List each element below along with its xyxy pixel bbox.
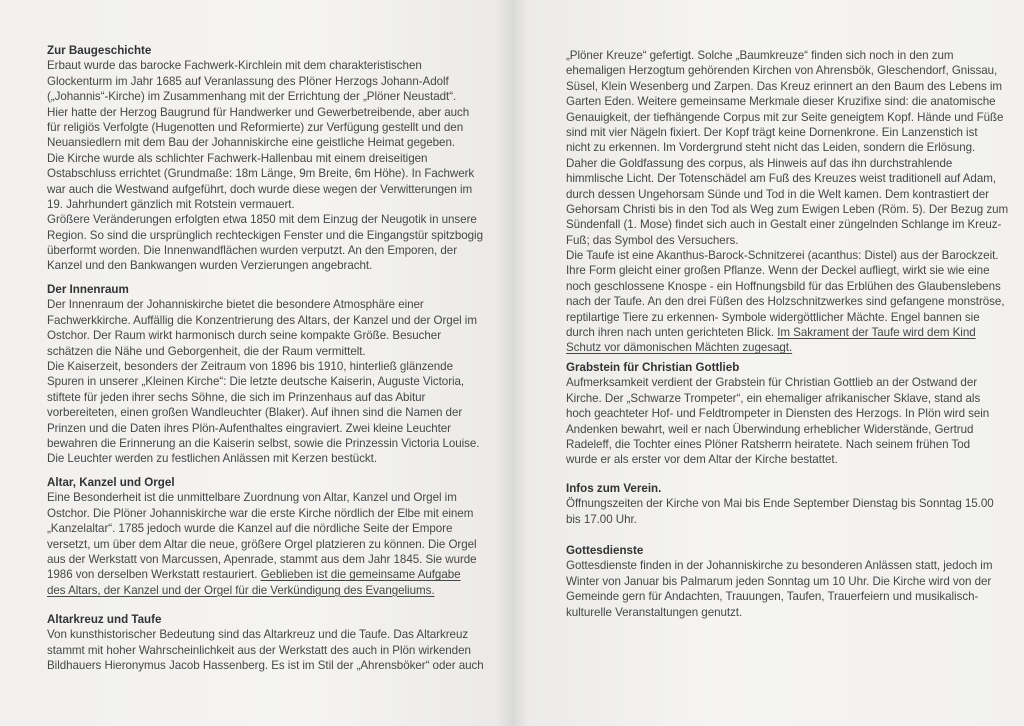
section-heading: Gottesdienste: [566, 544, 644, 557]
text-line: Erbaut wurde das barocke Fachwerk-Kirchlein mit dem charakteristischen: [47, 59, 422, 73]
text-line: Sündenfall (1. Mose) findet sich auch in Gestalt einer züngelnden Schlange im Kreuz-: [566, 218, 1002, 232]
text-line: für religiös Verfolgte (Hugenotten und Reformierte) zur Verfügung gestellt und den: [47, 120, 464, 134]
text-line: Ostchor. Der Raum wirkt harmonisch durch seine kompakte Größe. Besucher: [47, 329, 442, 343]
text-line: nach der Taufe. An den drei Füßen des Holzschnitzwerkes sind gefangene monströse,: [566, 295, 1005, 309]
section-heading: Zur Baugeschichte: [47, 44, 152, 57]
text-line: stiftete für jeden ihrer sechs Söhne, die sich im Prinzenhaus auf das Abitur: [47, 390, 426, 404]
section-grabstein: [566, 360, 989, 468]
section-infos-verein: [566, 481, 994, 527]
text-line: bis 17.00 Uhr.: [566, 512, 637, 526]
underlined-text: Geblieben ist die gemeinsame Aufgabe: [260, 568, 461, 582]
text-line: Prinzen und die Daten ihres Plön-Aufenthaltes eingraviert. Zwei kleine Leuchter: [47, 421, 451, 435]
text-line: schätzen die Nähe und Geborgenheit, die der Raum vermittelt.: [47, 344, 366, 358]
text-line: Glockenturm im Jahr 1685 auf Veranlassung des Plöner Herzogs Johann-Adolf: [47, 74, 449, 88]
text-line: nicht zu erkennen. Im Vordergrund steht nicht das Leiden, sondern die Erlösung.: [566, 141, 976, 155]
text-line: ehemaligen Herzogtum gehörenden Kirchen von Ahrensbök, Gleschendorf, Gnissau,: [566, 64, 998, 78]
text-line: aus der Werkstatt von Marcussen, Apenrade, stammt aus dem Jahr 1845. Sie wurde: [47, 552, 477, 566]
text-line: Radeleff, die Tochter eines Plöner Ratsherrn heiratete. Nach seinem frühen Tod: [566, 437, 971, 451]
text-line: Bildhauers Hieronymus Jacob Hassenberg. Es ist im Stil der „Ahrensböker“ oder auch: [47, 659, 484, 673]
text-line: Gemeinde gern für Andachten, Trauungen, Taufen, Trauerfeiern und musikalisch-: [566, 590, 979, 604]
text-line: „Kanzelaltar“. 1785 jedoch wurde die Kanzel auf die nördliche Seite der Empore: [47, 522, 453, 536]
text-line: Öffnungszeiten der Kirche von Mai bis Ende September Dienstag bis Sonntag 15.00: [566, 497, 994, 511]
underlined-text: Im Sakrament der Taufe wird dem Kind: [777, 326, 976, 340]
text-line: kulturelle Veranstaltungen genutzt.: [566, 605, 743, 619]
text-line: Spuren in unserer „Kleinen Kirche“: Die letzte deutsche Kaiserin, Auguste Victoria,: [47, 375, 465, 389]
text-line: Ostchor. Die Plöner Johanniskirche war die erste Kirche nördlich der Elbe mit einem: [47, 506, 474, 520]
text-line: versetzt, um über dem Altar die neue, größere Orgel platzieren zu können. Die Orgel: [47, 537, 477, 551]
text-line: Von kunsthistorischer Bedeutung sind das Altarkreuz und die Taufe. Das Altarkreuz: [47, 628, 469, 642]
text-line: stammt mit hoher Wahrscheinlichkeit aus der Werkstatt des auch in Plön wirkenden: [47, 643, 471, 657]
text-line: Der Innenraum der Johanniskirche bietet die besondere Atmosphäre einer: [47, 298, 424, 312]
text-segment: 1986 von derselben Werkstatt restauriert.: [47, 568, 261, 582]
section-altarkreuz-taufe: [47, 612, 484, 674]
section-heading: Grabstein für Christian Gottlieb: [566, 361, 740, 374]
section-heading: Altar, Kanzel und Orgel: [47, 476, 175, 489]
section-gottesdienste: [566, 543, 992, 620]
underlined-text: Schutz vor dämonischen Mächten zugesagt.: [566, 341, 793, 355]
section-heading: Der Innenraum: [47, 283, 129, 296]
text-line: Genauigkeit, der tiefhängende Corpus mit zur Seite geneigtem Kopf. Hände und Füße: [566, 110, 1004, 124]
text-line: Kirche. Der „Schwarze Trompeter“, ein ehemaliger afrikanischer Sklave, stand als: [566, 391, 981, 405]
section-heading: Altarkreuz und Taufe: [47, 613, 162, 626]
text-line: Hier hatte der Herzog Baugrund für Handwerker und Gewerbetreibende, aber auch: [47, 105, 470, 119]
text-line: Fachwerkkirche. Auffällig die Konzentrierung des Altars, der Kanzel und der Orgel im: [47, 313, 477, 327]
text-line: („Johannis“-Kirche) im Zusammenhang mit der Errichtung der „Plöner Neustadt“.: [47, 90, 457, 104]
text-line: Andenken bewahrt, weil er nach Überwindung erheblicher Widerstände, Gertrud: [566, 422, 974, 436]
text-line: 19. Jahrhundert gänzlich mit Rotstein vermauert.: [47, 197, 295, 211]
text-line: [566, 325, 1008, 340]
section-heading: Infos zum Verein.: [566, 482, 662, 495]
text-line: vorbereiteten, einen großen Wandleuchter (Blaker). Auf ihnen sind die Namen der: [47, 406, 463, 420]
text-line: sind mit vier Nägeln fixiert. Der Kopf trägt keine Dornenkrone. Ein Lanzenstich ist: [566, 125, 978, 139]
section-altar-kanzel-orgel: [47, 475, 477, 598]
text-line: [47, 567, 477, 582]
underlined-text: des Altars, der Kanzel und der Orgel für die Verkündigung des Evangeliums.: [47, 583, 435, 597]
text-line: Ostabschluss errichtet (Grundmaße: 18m Länge, 9m Breite, 6m Höhe). In Fachwerk: [47, 167, 475, 181]
section-kreuz-und-taufe: [566, 48, 1008, 356]
text-line: überformt worden. Die Innenwandflächen wurden verputzt. An den Emporen, der: [47, 244, 458, 258]
text-line: [47, 583, 477, 598]
text-line: Gottesdienste finden in der Johanniskirche zu besonderen Anlässen statt, jedoch im: [566, 559, 993, 573]
text-line: Garten Eden. Weitere gemeinsame Merkmale dieser Kruzifixe sind: die anatomische: [566, 95, 996, 109]
text-line: Die Leuchter werden zu festlichen Anlässen mit Kerzen bestückt.: [47, 452, 378, 466]
text-line: Kanzel und den Bankwangen wurden Verzierungen angebracht.: [47, 259, 373, 273]
text-line: Süsel, Klein Wesenberg und Zarpen. Das Kreuz erinnert an den Baum des Lebens im: [566, 79, 1003, 93]
text-line: durch dessen Ungehorsam Sünde und Tod in die Welt kamen. Dem kontrastiert der: [566, 187, 989, 201]
text-line: Neuansiedlern mit dem Bau der Johanniskirche eine geistliche Heimat gegeben.: [47, 136, 456, 150]
text-line: Eine Besonderheit ist die unmittelbare Zuordnung von Altar, Kanzel und Orgel im: [47, 491, 457, 505]
text-line: „Plöner Kreuze“ gefertigt. Solche „Baumkreuze“ finden sich noch in den zum: [566, 49, 954, 62]
text-line: Aufmerksamkeit verdient der Grabstein für Christian Gottlieb an der Ostwand der: [566, 376, 978, 390]
text-line: hoch geachteter Hof- und Feldtrompeter in Diensten des Herzogs. In Plön wird sein: [566, 407, 990, 421]
text-line: Daher die Goldfassung des corpus, als Hinweis auf das ihn durchstrahlende: [566, 156, 953, 170]
text-line: Winter von Januar bis Palmarum jeden Sonntag um 10 Uhr. Die Kirche wird von der: [566, 574, 992, 588]
text-line: Gehorsam Christi bis in den Tod als Weg zum Ewigen Leben (Röm. 5). Der Bezug zum: [566, 202, 1009, 216]
text-line: himmlische Licht. Der Totenschädel am Fuß des Kreuzes weist traditionell auf Adam,: [566, 172, 997, 186]
text-line: bewahren die Erinnerung an die Kaiserin selbst, sowie die Prinzessin Victoria Louise.: [47, 436, 480, 450]
text-line: Region. So sind die ursprünglich rechteckigen Fenster und die Eingangstür spitzbogig: [47, 228, 483, 242]
text-line: Die Kirche wurde als schlichter Fachwerk-Hallenbau mit einem dreiseitigen: [47, 151, 428, 165]
text-segment: durch ihren nach unten gerichteten Blick.: [566, 326, 778, 340]
text-line: war auch die Westwand aufgeführt, doch wurde diese wegen der Verwitterungen im: [47, 182, 473, 196]
text-line: Die Taufe ist eine Akanthus-Barock-Schnitzerei (acanthus: Distel) aus der Barockzeit.: [566, 249, 999, 263]
text-line: Größere Veränderungen erfolgten etwa 1850 mit dem Einzug der Neugotik in unsere: [47, 213, 477, 227]
section-baugeschichte: [47, 43, 483, 274]
text-line: reptilartige Tiere zu erkennen- Symbole widergöttlicher Mächte. Engel bannen sie: [566, 310, 980, 324]
text-line: Die Kaiserzeit, besonders der Zeitraum von 1896 bis 1910, hinterließ glänzende: [47, 359, 453, 373]
text-line: wurde er als erster vor dem Altar der Kirche bestattet.: [566, 453, 838, 467]
text-line: Fuß; das Symbol des Versuchers.: [566, 233, 739, 247]
text-line: Ihre Form gleicht einer großen Pflanze. Wenn der Deckel aufliegt, wirkt sie wie eine: [566, 264, 990, 278]
text-line: [566, 340, 1008, 355]
text-line: noch geschlossene Knospe - ein Hoffnungsbild für das Erblühen des Glaubenslebens: [566, 279, 1001, 293]
section-innenraum: [47, 282, 479, 467]
right-page: [512, 0, 1024, 726]
